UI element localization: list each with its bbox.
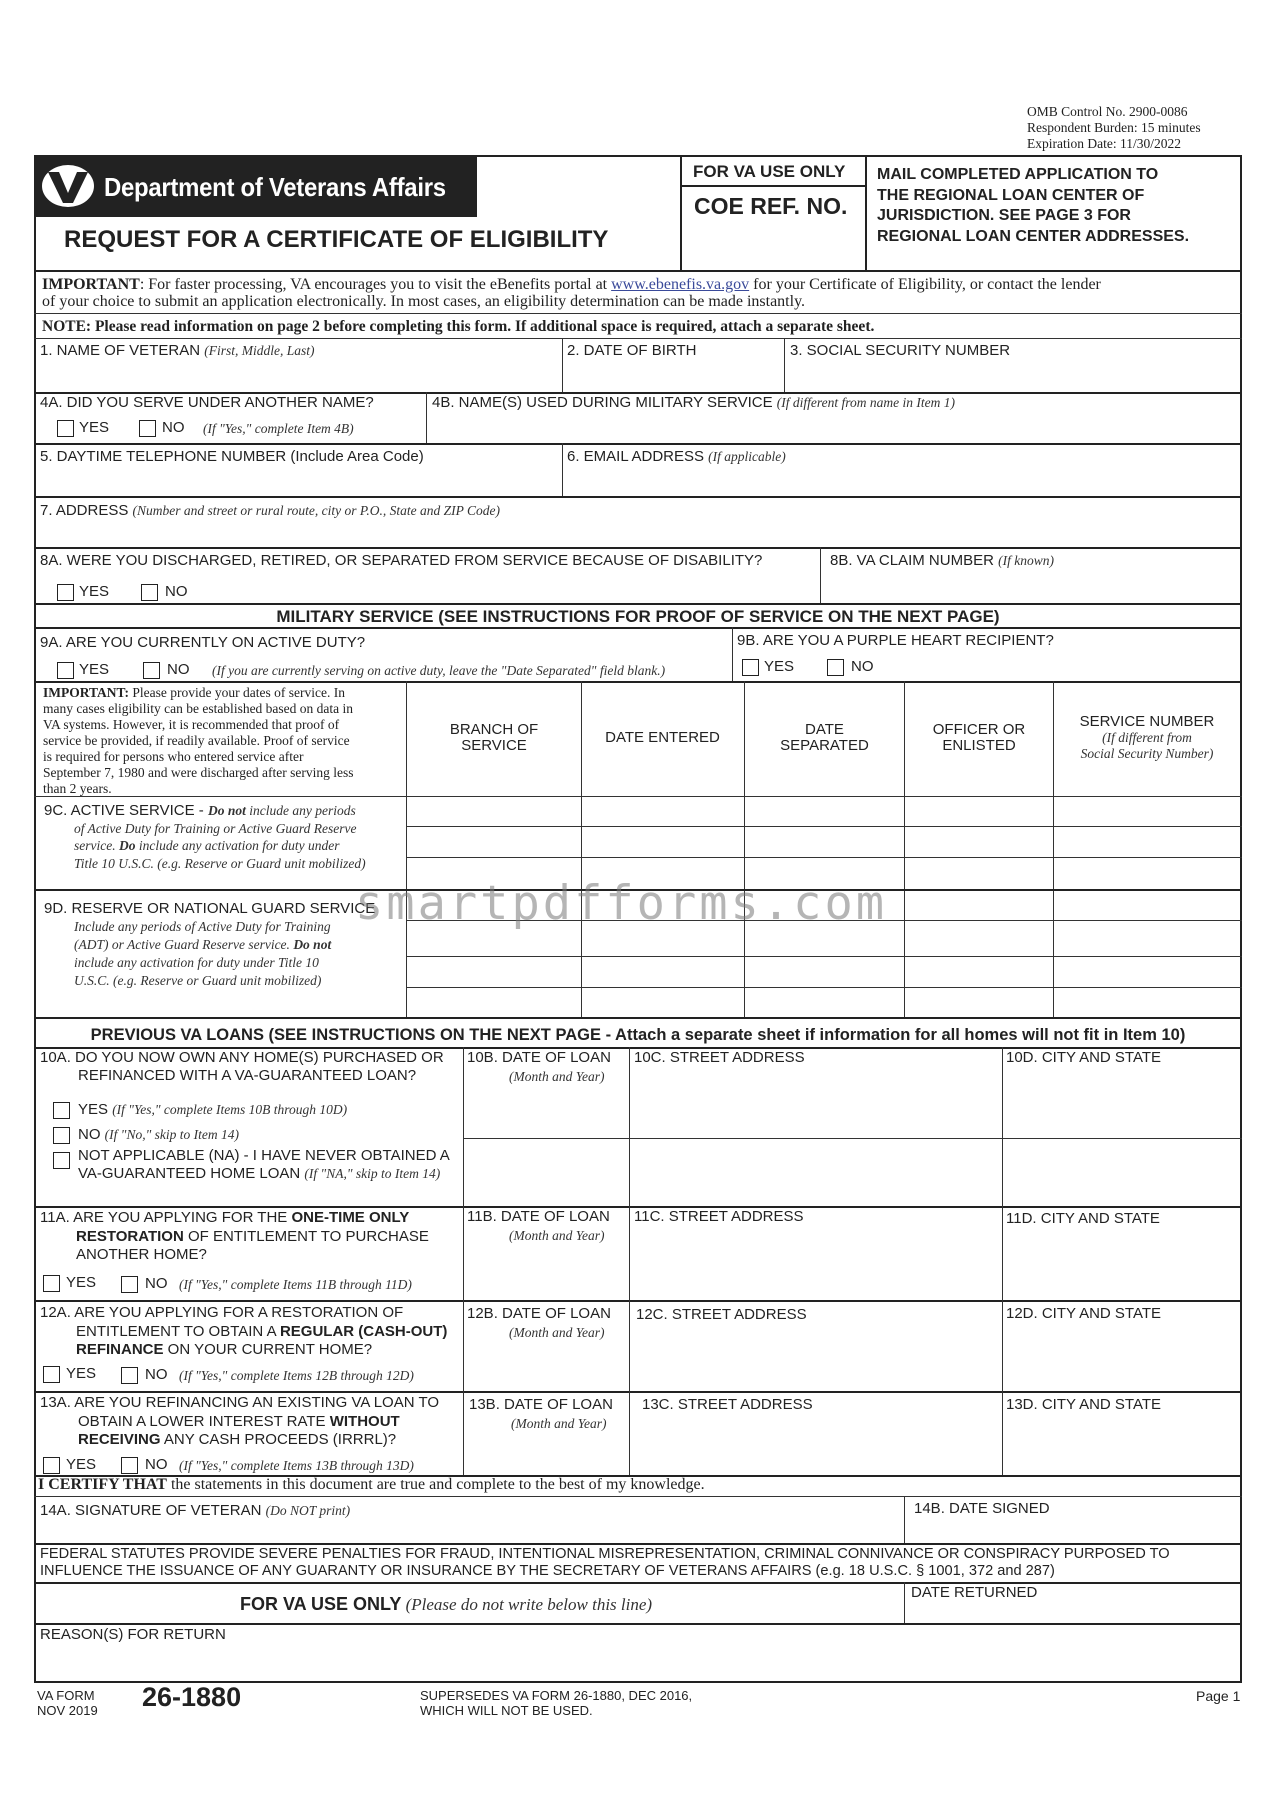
item8b-label: 8B. VA CLAIM NUMBER (If known) [830, 552, 1054, 569]
item9b-label: 9B. ARE YOU A PURPLE HEART RECIPIENT? [737, 632, 1054, 649]
item8a-no-checkbox[interactable] [141, 584, 158, 601]
ebenefits-link[interactable]: www.ebenefis.va.gov [611, 276, 750, 293]
item13d-label: 13D. CITY AND STATE [1006, 1396, 1162, 1413]
footer-form-number: 26-1880 [142, 1682, 242, 1712]
ssn-field[interactable] [788, 362, 1238, 392]
item13b-hint: (Month and Year) [511, 1416, 607, 1431]
item13a-hint: (If "Yes," complete Items 13B through 13D) [179, 1458, 414, 1473]
important-text: : For faster processing, VA encourages you to visit the eBenefits portal at [139, 276, 612, 293]
item9a-no-label: NO [167, 661, 190, 678]
date-of-birth-field[interactable] [565, 362, 780, 392]
item4a-label: 4A. DID YOU SERVE UNDER ANOTHER NAME? [40, 394, 374, 411]
item9a-label: 9A. ARE YOU CURRENTLY ON ACTIVE DUTY? [40, 634, 366, 651]
item4a-no-label: NO [162, 419, 185, 436]
date-returned-field[interactable] [910, 1602, 1236, 1622]
item12c-label: 12C. STREET ADDRESS [636, 1306, 807, 1323]
loan11-street-field[interactable] [633, 1232, 1001, 1294]
email-field[interactable] [565, 468, 1238, 495]
va-claim-number-field[interactable] [826, 572, 1238, 600]
loan11-city-field[interactable] [1005, 1232, 1237, 1294]
item10a-na-checkbox[interactable] [53, 1152, 70, 1169]
military-section-title: MILITARY SERVICE (SEE INSTRUCTIONS FOR PROOF OF SERVICE ON THE NEXT PAGE) [276, 607, 1000, 626]
omb-control: OMB Control No. 2900-0086 [1027, 104, 1188, 119]
veteran-name-field[interactable] [38, 362, 558, 392]
loan13-date-field[interactable] [466, 1436, 626, 1472]
mail-line: MAIL COMPLETED APPLICATION TO [877, 166, 1159, 183]
item9a-yes-checkbox[interactable] [57, 662, 74, 679]
loan10-street-field[interactable] [633, 1090, 1001, 1130]
item4a-no-checkbox[interactable] [139, 420, 156, 437]
item12b-hint: (Month and Year) [509, 1325, 605, 1340]
va-use-only-label: FOR VA USE ONLY [693, 162, 846, 181]
loan11-date-field[interactable] [466, 1250, 626, 1294]
item9b-yes-label: YES [764, 658, 795, 675]
agency-name: Department of Veterans Affairs [104, 172, 446, 202]
loan10-city-field[interactable] [1005, 1090, 1237, 1130]
va-use-only-footer: FOR VA USE ONLY (Please do not write below this line) [240, 1594, 653, 1614]
date-returned-label: DATE RETURNED [911, 1584, 1038, 1601]
footer-page: Page 1 [1196, 1688, 1241, 1704]
service-important: IMPORTANT: Please provide your dates of service. In many cases eligibility can be established based on data in VA systems. However, it is recommended that proof of service be provided, if readily available. Proof of service is required for persons who entered service after September 7, 1980 and were discharged after serving less than 2 years. [43, 685, 354, 796]
item13a-yes-label: YES [66, 1456, 97, 1473]
note: NOTE: Please read information on page 2 before completing this form. If additional space is required, attach a separate sheet. [42, 318, 875, 335]
item10a-no-checkbox[interactable] [53, 1127, 70, 1144]
military-names-field[interactable] [430, 414, 1238, 442]
item10a-no-label: NO (If "No," skip to Item 14) [78, 1126, 239, 1143]
item13c-label: 13C. STREET ADDRESS [642, 1396, 813, 1413]
item12a-label: 12A. ARE YOU APPLYING FOR A RESTORATION OF ENTITLEMENT TO OBTAIN A REGULAR (CASH-OUT) REFINANCE ON YOUR CURRENT HOME? [40, 1304, 448, 1358]
address-field[interactable] [38, 522, 1238, 546]
item9a-hint: (If you are currently serving on active duty, leave the "Date Separated" field blank.) [212, 663, 666, 678]
item4a-yes-label: YES [79, 419, 110, 436]
col-service-number: SERVICE NUMBER (If different from Social Security Number) [1079, 713, 1215, 761]
loan10-date-field-2[interactable] [466, 1142, 626, 1198]
col-officer-enlisted: OFFICER OR ENLISTED [932, 721, 1026, 754]
important-line2: of your choice to submit an application electronically. In most cases, an eligibility determination can be made instantly. [42, 293, 806, 310]
item11a-yes-checkbox[interactable] [43, 1275, 60, 1292]
item12a-no-checkbox[interactable] [121, 1367, 138, 1384]
item10a-yes-checkbox[interactable] [53, 1102, 70, 1119]
item9b-yes-checkbox[interactable] [742, 659, 759, 676]
va-logo-icon [40, 163, 96, 209]
item11b-label: 11B. DATE OF LOAN [467, 1208, 610, 1225]
item9b-no-checkbox[interactable] [827, 659, 844, 676]
item5-label: 5. DAYTIME TELEPHONE NUMBER (Include Area Code) [40, 448, 424, 465]
item10a-label: 10A. DO YOU NOW OWN ANY HOME(S) PURCHASED OR REFINANCED WITH A VA-GUARANTEED LOAN? [40, 1049, 444, 1084]
item13a-label: 13A. ARE YOU REFINANCING AN EXISTING VA LOAN TO OBTAIN A LOWER INTEREST RATE WITHOUT RECEIVING ANY CASH PROCEEDS (IRRRL)? [40, 1394, 440, 1448]
loan12-street-field[interactable] [633, 1328, 1001, 1386]
mail-instructions [877, 165, 1189, 247]
item11b-hint: (Month and Year) [509, 1228, 605, 1243]
item10d-label: 10D. CITY AND STATE [1006, 1049, 1162, 1066]
footer-supersedes: SUPERSEDES VA FORM 26-1880, DEC 2016, WHICH WILL NOT BE USED. [420, 1688, 693, 1718]
item12a-hint: (If "Yes," complete Items 12B through 12D) [179, 1368, 414, 1383]
mail-line: THE REGIONAL LOAN CENTER OF [877, 186, 1145, 204]
watermark: smartpdfforms.com [355, 876, 888, 931]
omb-expiration: Expiration Date: 11/30/2022 [1027, 136, 1181, 151]
omb-burden: Respondent Burden: 15 minutes [1027, 120, 1201, 135]
item8a-label: 8A. WERE YOU DISCHARGED, RETIRED, OR SEPARATED FROM SERVICE BECAUSE OF DISABILITY? [40, 552, 763, 569]
item9c-label: 9C. ACTIVE SERVICE - Do not include any periods of Active Duty for Training or Active Guard Reserve service. Do include any activation for duty under Title 10 U.S.C. (e.g. Reserve or Guard unit mobilized) [44, 802, 366, 871]
mail-line: JURISDICTION. SEE PAGE 3 FOR [877, 207, 1131, 224]
item14a-label: 14A. SIGNATURE OF VETERAN (Do NOT print) [40, 1502, 351, 1519]
item6-label: 6. EMAIL ADDRESS (If applicable) [567, 448, 786, 465]
omb-block [1027, 104, 1201, 152]
col-branch: BRANCH OF SERVICE [449, 721, 539, 754]
important-text: for your Certificate of Eligibility, or contact the lender [749, 276, 1101, 293]
signature-field[interactable] [38, 1520, 898, 1542]
item8a-yes-label: YES [79, 583, 110, 600]
coe-ref-field[interactable] [680, 225, 864, 270]
item13a-no-checkbox[interactable] [121, 1457, 138, 1474]
agency-banner [34, 155, 477, 217]
item12d-label: 12D. CITY AND STATE [1006, 1305, 1162, 1322]
certify-statement: I CERTIFY THAT the statements in this document are true and complete to the best of my knowledge. [38, 1476, 705, 1493]
item11d-label: 11D. CITY AND STATE [1006, 1210, 1160, 1227]
item13b-label: 13B. DATE OF LOAN [469, 1396, 613, 1413]
col-date-separated: DATE SEPARATED [780, 721, 869, 754]
loan13-city-field[interactable] [1005, 1418, 1237, 1472]
item1-label: 1. NAME OF VETERAN (First, Middle, Last) [40, 342, 315, 359]
item9a-yes-label: YES [79, 661, 110, 678]
item13a-no-label: NO [145, 1456, 168, 1473]
telephone-field[interactable] [38, 468, 558, 495]
item10b-hint: (Month and Year) [509, 1069, 605, 1084]
item11a-hint: (If "Yes," complete Items 11B through 11D) [179, 1277, 412, 1292]
item12a-yes-label: YES [66, 1365, 97, 1382]
item12b-label: 12B. DATE OF LOAN [467, 1305, 611, 1322]
item3-label: 3. SOCIAL SECURITY NUMBER [790, 342, 1011, 359]
item10c-label: 10C. STREET ADDRESS [634, 1049, 805, 1066]
item4a-yes-checkbox[interactable] [57, 420, 74, 437]
mail-line: REGIONAL LOAN CENTER ADDRESSES. [877, 227, 1190, 245]
item2-label: 2. DATE OF BIRTH [567, 342, 697, 359]
item10a-yes-label: YES (If "Yes," complete Items 10B through 10D) [78, 1101, 348, 1118]
loan10-street-field-2[interactable] [633, 1142, 1001, 1198]
loan12-date-field[interactable] [466, 1346, 626, 1386]
item4b-label: 4B. NAME(S) USED DURING MILITARY SERVICE (If different from name in Item 1) [432, 394, 956, 411]
item8a-yes-checkbox[interactable] [57, 584, 74, 601]
reasons-for-return-field[interactable] [38, 1646, 1238, 1680]
item11a-yes-label: YES [66, 1274, 97, 1291]
item14b-label: 14B. DATE SIGNED [914, 1500, 1050, 1517]
footer-form-label: VA FORM NOV 2019 [37, 1688, 98, 1718]
date-signed-field[interactable] [910, 1520, 1236, 1542]
item12a-yes-checkbox[interactable] [43, 1366, 60, 1383]
item12a-no-label: NO [145, 1366, 168, 1383]
item13a-yes-checkbox[interactable] [43, 1457, 60, 1474]
item10a-na-label: NOT APPLICABLE (NA) - I HAVE NEVER OBTAINED A VA-GUARANTEED HOME LOAN (If "NA," skip to Item 14) [78, 1147, 450, 1182]
item9b-no-label: NO [851, 658, 874, 675]
important-bold: IMPORTANT [42, 276, 140, 293]
reasons-for-return-label: REASON(S) FOR RETURN [40, 1626, 226, 1643]
loan13-street-field[interactable] [633, 1418, 1001, 1472]
item11a-no-checkbox[interactable] [121, 1276, 138, 1293]
loans-section-title: PREVIOUS VA LOANS (SEE INSTRUCTIONS ON THE NEXT PAGE - Attach a separate sheet if information for all homes will not fit in Item 10) [90, 1026, 1186, 1044]
item4a-hint: (If "Yes," complete Item 4B) [203, 421, 354, 436]
item7-label: 7. ADDRESS (Number and street or rural route, city or P.O., State and ZIP Code) [40, 502, 501, 519]
form-title: REQUEST FOR A CERTIFICATE OF ELIGIBILITY [64, 226, 609, 253]
important-notice [42, 276, 1101, 310]
loan10-city-field-2[interactable] [1005, 1142, 1237, 1198]
item11a-no-label: NO [145, 1275, 168, 1292]
loan12-city-field[interactable] [1005, 1328, 1237, 1386]
col-date-entered: DATE ENTERED [605, 729, 720, 746]
loan10-date-field[interactable] [466, 1090, 626, 1130]
item10b-label: 10B. DATE OF LOAN [467, 1049, 611, 1066]
penalty-notice: FEDERAL STATUTES PROVIDE SEVERE PENALTIES FOR FRAUD, INTENTIONAL MISREPRESENTATION, CRIMINAL CONNIVANCE OR CONSPIRACY PURPOSED TO INFLUENCE THE ISSUANCE OF ANY GUARANTY OR INSURANCE BY THE SECRETARY OF VETERANS AFFAIRS (e.g. 18 U.S.C. § 1001, 372 and 287) [40, 1546, 1170, 1579]
item9a-no-checkbox[interactable] [143, 662, 160, 679]
item9d-label: 9D. RESERVE OR NATIONAL GUARD SERVICE Include any periods of Active Duty for Training (ADT) or Active Guard Reserve service. Do not include any activation for duty under Title 10 U.S.C. (e.g. Reserve or Guard unit mobilized) [44, 900, 376, 988]
item11a-label: 11A. ARE YOU APPLYING FOR THE ONE-TIME ONLY RESTORATION OF ENTITLEMENT TO PURCHASE ANOTHER HOME? [40, 1209, 429, 1263]
item8a-no-label: NO [165, 583, 188, 600]
coe-ref-label: COE REF. NO. [694, 193, 848, 219]
item11c-label: 11C. STREET ADDRESS [634, 1208, 804, 1225]
